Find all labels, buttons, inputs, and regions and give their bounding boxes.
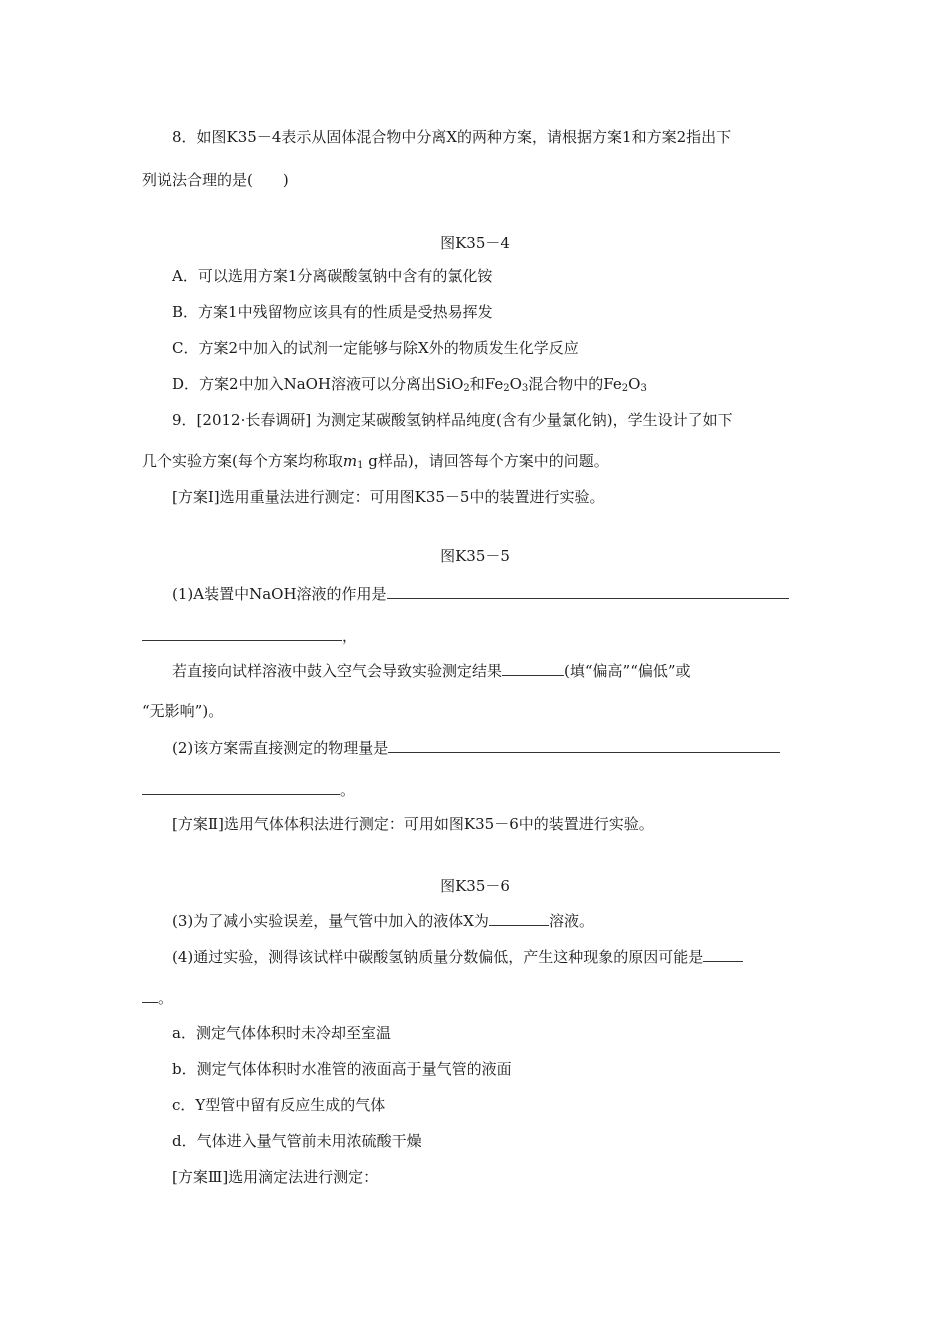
answer-blank[interactable] [142, 779, 340, 795]
punctuation: 。 [158, 989, 174, 1007]
q8-stem-line2: 列说法合理的是( ) [142, 171, 289, 189]
q9-stem-line1: 9．[2012·长春调研] 为测定某碳酸氢钠样品纯度(含有少量氯化钠)，学生设计了如下 [172, 411, 733, 429]
answer-blank[interactable] [387, 583, 789, 599]
q9-stem-text: 几个实验方案(每个方案均称取 [142, 452, 343, 470]
figure-k35-6-caption: 图K35－6 [440, 877, 510, 895]
subscript: 2 [621, 383, 629, 394]
question-2 [172, 737, 780, 758]
subscript: 3 [640, 383, 647, 394]
q8-option-a: A．可以选用方案1分离碳酸氢钠中含有的氯化铵 [172, 267, 493, 285]
question-2-continued [142, 779, 355, 800]
subscript: 2 [463, 383, 470, 394]
answer-blank[interactable] [142, 625, 342, 641]
q8-option-b: B．方案1中残留物应该具有的性质是受热易挥发 [172, 303, 493, 321]
plan-3-heading: [方案Ⅲ]选用滴定法进行测定： [172, 1168, 379, 1186]
question-1 [172, 583, 789, 604]
q8-option-d-text: D．方案2中加入NaOH溶液可以分离出SiO [172, 375, 464, 393]
q8-option-d-text: 和Fe [469, 375, 504, 393]
question-3 [172, 910, 594, 931]
answer-blank[interactable] [502, 660, 564, 676]
q8-option-c: C．方案2中加入的试剂一定能够与除X外的物质发生化学反应 [172, 339, 579, 357]
choice-c: c．Y型管中留有反应生成的气体 [172, 1096, 386, 1114]
answer-blank[interactable] [142, 987, 158, 1003]
plan-2-heading: [方案Ⅱ]选用气体体积法进行测定：可用如图K35－6中的装置进行实验。 [172, 815, 654, 833]
question-1b-text: (填“偏高”“偏低”或 [564, 662, 691, 680]
q8-option-d-text: O [628, 375, 641, 393]
q8-stem-line1: 8．如图K35－4表示从固体混合物中分离X的两种方案，请根据方案1和方案2指出下 [172, 128, 732, 146]
question-1b [172, 660, 691, 681]
q9-stem-text: g样品)，请回答每个方案中的问题。 [363, 452, 609, 470]
punctuation: 。 [340, 781, 356, 799]
q9-stem-line2 [142, 451, 609, 471]
question-1-text: (1)A装置中NaOH溶液的作用是 [172, 585, 387, 603]
question-1b-text: 若直接向试样溶液中鼓入空气会导致实验测定结果 [172, 662, 503, 680]
question-1-continued [142, 625, 357, 646]
question-3-text: 溶液。 [548, 912, 594, 930]
subscript: 1 [357, 460, 364, 471]
q8-option-d-text: O [509, 375, 522, 393]
subscript: 2 [503, 383, 510, 394]
punctuation: ， [342, 627, 358, 645]
plan-1-heading: [方案Ⅰ]选用重量法进行测定：可用图K35－5中的装置进行实验。 [172, 488, 605, 506]
figure-k35-5-caption: 图K35－5 [440, 547, 510, 565]
question-3-text: (3)为了减小实验误差，量气管中加入的液体X为 [172, 912, 489, 930]
subscript: 3 [521, 383, 529, 394]
answer-blank[interactable] [489, 910, 549, 926]
choice-b: b．测定气体体积时水准管的液面高于量气管的液面 [172, 1060, 512, 1078]
question-4-text: (4)通过实验，测得该试样中碳酸氢钠质量分数偏低，产生这种现象的原因可能是 [172, 948, 704, 966]
choice-d: d．气体进入量气管前未用浓硫酸干燥 [172, 1132, 422, 1150]
q8-option-d [172, 374, 647, 394]
choice-a: a．测定气体体积时未冷却至室温 [172, 1024, 391, 1042]
figure-k35-4-caption: 图K35－4 [440, 234, 510, 252]
question-2-text: (2)该方案需直接测定的物理量是 [172, 739, 389, 757]
answer-blank[interactable] [388, 737, 780, 753]
question-1b-continued: “无影响”)。 [142, 702, 224, 720]
question-4-continued [142, 987, 173, 1008]
question-4 [172, 946, 743, 967]
answer-blank[interactable] [703, 946, 743, 962]
q8-option-d-text: 混合物中的Fe [528, 375, 622, 393]
mass-variable: m [342, 452, 358, 470]
